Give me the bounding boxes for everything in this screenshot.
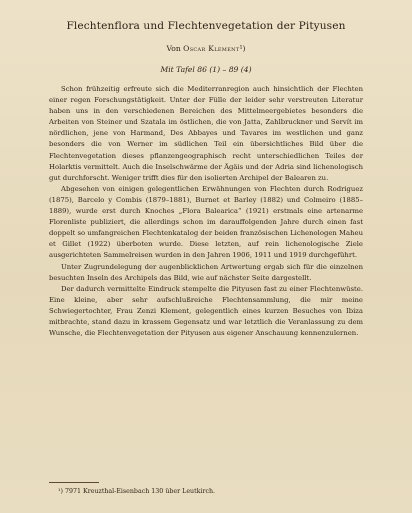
paragraph-4: Der dadurch vermittelte Eindruck stempelte die Pityusen fast zu einer Flechtenwüste. Eine kleine, aber sehr aufschlußreiche Flechtensammlung, die mir meine Schwiegertochter, Frau Zenzi Klement, gelegentlich eines kurzen Besuches von Ibiza mitbrachte, stand dazu in krassem Gegensatz und war letztlich die Veranlassung zu dem Wunsche, die Flechtenvegetation der Pityusen aus eigener Anschauung kennenzulernen. xyxy=(49,284,363,338)
paragraph-1: Schon frühzeitig erfreute sich die Mediterranregion auch hinsichtlich der Flechten einer regen Forschungstätigkeit. Unter der Fülle der leider sehr verstreuten Literatur haben uns in den verschiedenen Bereichen des Mittelmeergebietes besonders die Arbeiten von Steiner und Szatala im östlichen, die von Jatta, Zahlbruckner und Servít im nördlichen, jene von Harmand, Des Abbayes und Tavares im westlichen und ganz besonders die von Werner im südlichen Teil ein übersichtliches Bild über die Flechtenvegetation dieses pflanzengeographisch recht unterschiedlichen Teiles der Holarktis vermittelt. Auch die Inselschwärme der Ägäis und der Adria sind lichenologisch gut durchforscht. Weniger trifft dies für den isolierten Archipel der Balearen zu. xyxy=(49,85,363,182)
author-footnote-mark: ¹) xyxy=(239,44,246,53)
body-text xyxy=(49,84,363,339)
plates-reference: Mit Tafel 86 (1) – 89 (4) xyxy=(160,65,252,74)
article-title: Flechtenflora und Flechtenvegetation der Pityusen xyxy=(66,20,346,32)
footnote: ¹) 7971 Kreuzthal-Eisenbach 130 über Leutkirch. xyxy=(58,488,216,495)
author-name: Oscar Klement xyxy=(183,44,240,53)
footnote-rule xyxy=(49,482,99,483)
paragraph-3: Unter Zugrundelegung der augenblicklichen Artwertung ergab sich für die einzelnen besuchten Inseln des Archipels das Bild, wie auf nächster Seite dargestellt. xyxy=(49,262,363,282)
author-line xyxy=(0,44,412,53)
paragraph-2: Abgesehen von einigen gelegentlichen Erwähnungen von Flechten durch Rodriguez (1875), Barcelo y Combis (1879–1881), Burnet et Barley (1882) und Colmeiro (1885–1889), wurde erst durch Knoches „Flora Balearica“ (1921) erstmals eine artenarme Florenliste publiziert, die allerdings schon im darauffolgenden Jahre durch einen fast doppelt so umfangreichen Flechtenkatalog der beiden französischen Lichenologen Maheu et Gillet (1922) überboten wurde. Diese letzten, auf rein lichenologische Ziele ausgerichteten Sammelreisen wurden in den Jahren 1906, 1911 und 1919 durchgeführt. xyxy=(49,184,363,260)
author-prefix: Von xyxy=(166,44,181,53)
